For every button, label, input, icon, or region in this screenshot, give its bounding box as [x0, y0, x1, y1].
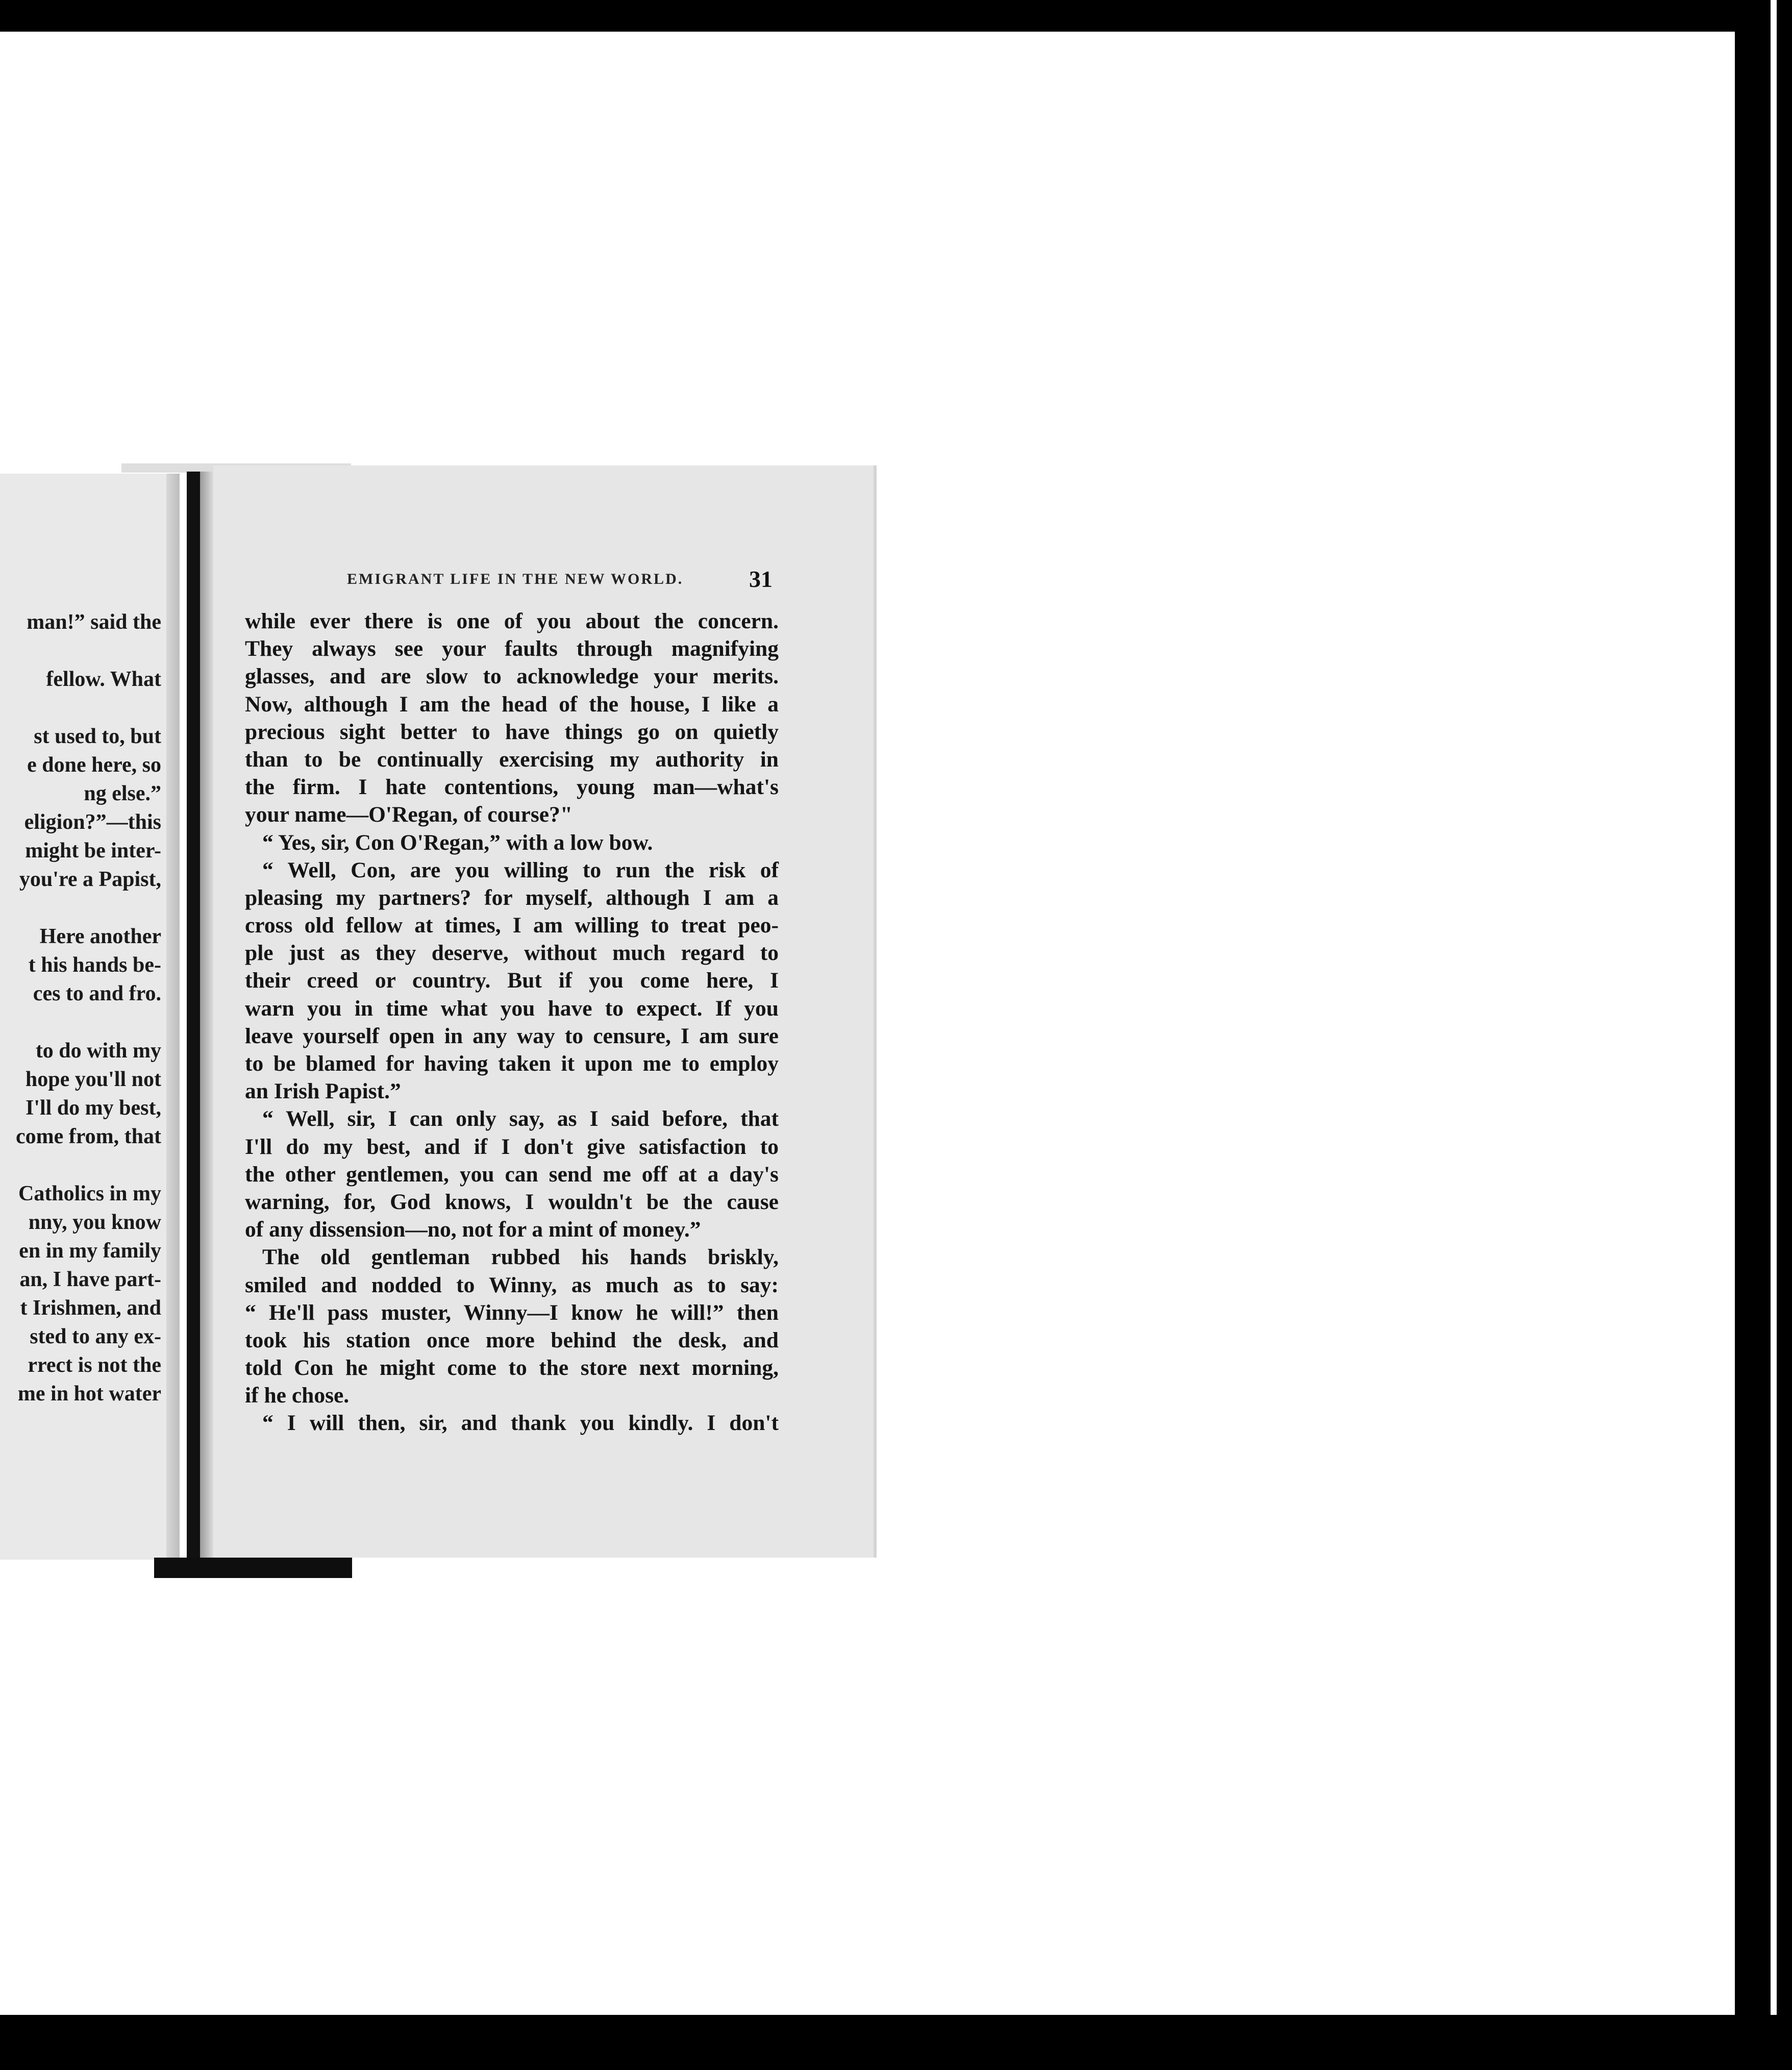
page-body-text — [245, 607, 779, 1437]
running-head — [347, 568, 878, 596]
left-text-line: nny, you know — [28, 1211, 161, 1234]
text-line: their creed or country. But if you come here, I — [245, 968, 779, 993]
left-text-line — [0, 636, 161, 665]
text-line: “ Well, Con, are you willing to run the risk of — [262, 857, 779, 882]
text-line: pleasing my partners? for myself, although I am a — [245, 885, 779, 910]
text-line: the firm. I hate contentions, young man—what's — [245, 775, 779, 800]
left-text-line: t his hands be- — [28, 953, 161, 977]
left-page-shadow — [166, 474, 180, 1560]
page-number: 31 — [749, 566, 773, 592]
text-line: cross old fellow at times, I am willing to treat peo- — [245, 913, 779, 938]
left-text-line — [0, 1151, 161, 1179]
text-line: “ He'll pass muster, Winny—I know he will!” then — [245, 1300, 779, 1325]
text-line: the other gentlemen, you can send me off at a day's — [245, 1162, 779, 1187]
left-text-line: I'll do my best, — [25, 1096, 161, 1120]
left-text-line: en in my family — [19, 1239, 161, 1263]
text-line: your name—O'Regan, of course?" — [245, 802, 573, 827]
text-line: to be blamed for having taken it upon me to employ — [245, 1051, 779, 1076]
left-text-line: come from, that — [16, 1125, 161, 1148]
scan-frame-top — [0, 0, 1792, 32]
text-line: precious sight better to have things go on quietly — [245, 719, 779, 744]
left-text-line: sted to any ex- — [30, 1325, 161, 1348]
text-line: warning, for, God knows, I wouldn't be the cause — [245, 1189, 779, 1214]
text-line: “ Well, sir, I can only say, as I said before, that — [262, 1106, 779, 1131]
text-line: glasses, and are slow to acknowledge your merits. — [245, 664, 779, 689]
left-text-line: you're a Papist, — [19, 868, 161, 891]
left-text-line — [0, 1008, 161, 1037]
right-page — [213, 465, 877, 1558]
text-line: while ever there is one of you about the concern. — [245, 609, 779, 633]
left-text-line: might be inter- — [25, 839, 161, 862]
scan-frame-right — [1735, 0, 1792, 2070]
text-line: took his station once more behind the desk, and — [245, 1327, 779, 1352]
gutter-shadow — [200, 472, 213, 1562]
left-text-line: hope you'll not — [25, 1068, 161, 1091]
text-line: “ I will then, sir, and thank you kindly. I don't — [262, 1411, 779, 1436]
left-text-line: an, I have part- — [19, 1268, 161, 1291]
left-text-line: to do with my — [35, 1039, 161, 1063]
left-text-line: ces to and fro. — [33, 982, 161, 1005]
left-text-line: st used to, but — [34, 725, 161, 748]
scan-frame-right-gap — [1771, 0, 1777, 2070]
text-line: warn you in time what you have to expect. If you — [245, 996, 779, 1021]
text-line: “ Yes, sir, Con O'Regan,” with a low bow. — [262, 830, 653, 855]
text-line: I'll do my best, and if I don't give satisfaction to — [245, 1134, 779, 1159]
text-line: Now, although I am the head of the house, I like a — [245, 692, 779, 717]
book-gutter — [187, 472, 200, 1562]
left-text-line: Here another — [39, 925, 161, 948]
text-line: smiled and nodded to Winny, as much as to say: — [245, 1272, 779, 1297]
text-line: leave yourself open in any way to censure, I am sure — [245, 1023, 779, 1048]
left-text-line: t Irishmen, and — [20, 1296, 161, 1320]
text-line: told Con he might come to the store next morning, — [245, 1356, 779, 1381]
running-title: EMIGRANT LIFE IN THE NEW WORLD. — [347, 571, 684, 587]
left-text-line — [0, 694, 161, 722]
text-line: if he chose. — [245, 1383, 350, 1408]
left-text-line: man!” said the — [27, 610, 161, 634]
binding-bottom-edge — [154, 1558, 352, 1578]
scan-frame-bottom — [0, 2015, 1792, 2070]
left-page-text — [0, 608, 161, 1408]
left-text-line: e done here, so — [27, 753, 161, 777]
text-line: an Irish Papist.” — [245, 1079, 401, 1104]
left-text-line: Catholics in my — [18, 1182, 161, 1205]
left-text-line: me in hot water — [17, 1382, 161, 1406]
left-text-line: fellow. What — [46, 668, 161, 691]
text-line: of any dissension—no, not for a mint of money.” — [245, 1217, 701, 1242]
text-line: The old gentleman rubbed his hands briskly, — [262, 1245, 779, 1270]
left-text-line: rrect is not the — [28, 1353, 161, 1377]
text-line: ple just as they deserve, without much regard to — [245, 941, 779, 966]
text-line: than to be continually exercising my authority in — [245, 747, 779, 772]
text-line: They always see your faults through magnifying — [245, 636, 779, 661]
left-text-line: eligion?”—this — [24, 810, 161, 834]
left-text-line — [0, 894, 161, 922]
left-page-fragment — [0, 474, 180, 1560]
left-text-line: ng else.” — [84, 782, 161, 805]
